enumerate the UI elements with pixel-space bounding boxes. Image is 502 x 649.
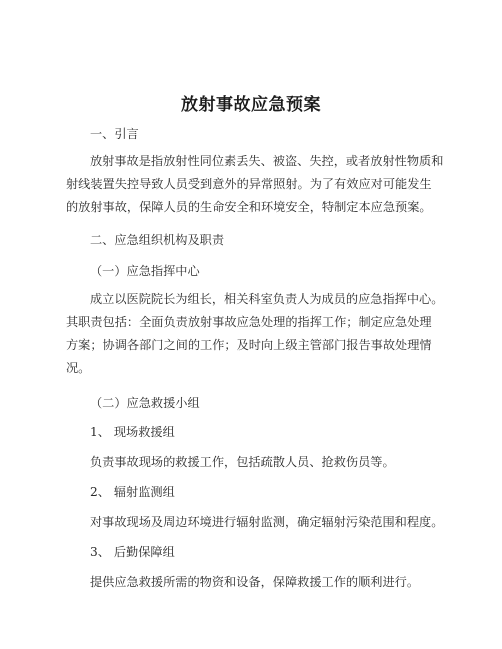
paragraph-line: 射线装置失控导致人员受到意外的异常照射。为了有效应对可能发生 [66, 177, 432, 191]
paragraph-line: 放射事故是指放射性同位素丢失、被盗、失控，或者放射性物质和 [90, 154, 444, 168]
paragraph-line: 方案；协调各部门之间的工作；及时向上级主管部门报告事故处理情 [66, 338, 432, 352]
document-title: 放射事故应急预案 [181, 95, 321, 115]
subsection-heading-rescue: （二）应急救援小组 [90, 396, 200, 410]
section-heading-org: 二、应急组织机构及职责 [90, 233, 225, 247]
list-item-text: 负责事故现场的救援工作，包括疏散人员、抢救伤员等。 [90, 455, 395, 469]
list-item-heading: 3、 后勤保障组 [90, 545, 175, 559]
intro-paragraph [66, 150, 444, 219]
list-item-text: 对事故现场及周边环境进行辐射监测，确定辐射污染范围和程度。 [90, 515, 444, 529]
paragraph-line: 成立以医院院长为组长，相关科室负责人为成员的应急指挥中心。 [90, 292, 444, 306]
paragraph-line: 的放射事故，保障人员的生命安全和环境安全，特制定本应急预案。 [66, 200, 432, 214]
list-item-text: 提供应急救援所需的物资和设备，保障救援工作的顺利进行。 [90, 575, 420, 589]
subsection-heading-center: （一）应急指挥中心 [90, 264, 200, 278]
list-item-heading: 1、 现场救援组 [90, 425, 175, 439]
list-item-heading: 2、 辐射监测组 [90, 485, 175, 499]
center-paragraph [66, 288, 444, 380]
paragraph-line: 况。 [66, 361, 91, 375]
section-heading-intro: 一、引言 [90, 127, 139, 141]
paragraph-line: 其职责包括：全面负责放射事故应急处理的指挥工作；制定应急处理 [66, 315, 432, 329]
